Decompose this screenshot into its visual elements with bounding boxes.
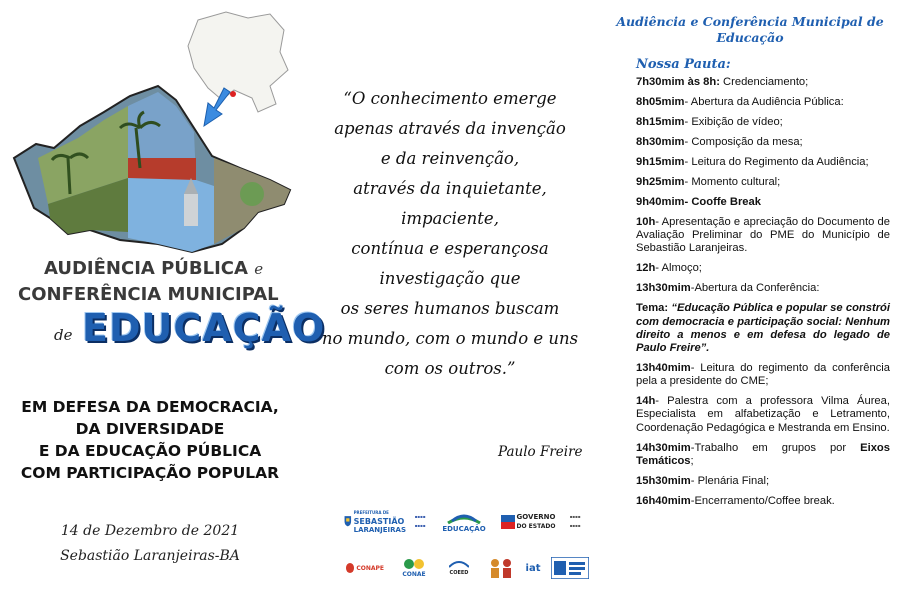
logo-conae [392,554,436,582]
coeed-mark-icon [449,559,469,569]
logo-conselho-educacao [436,504,492,538]
agenda-text: - Leitura do regimento da conferência pela a presidente do CME; [636,362,890,388]
logo-text: GOVERNO [516,513,556,521]
agenda-time: 9h40mim [636,196,685,208]
program-title-line: Educação [716,30,784,45]
freire-quote [320,84,580,384]
program-title [600,14,900,46]
agenda-time: 9h25mim [636,176,685,188]
agenda-time: 13h30mim [636,282,691,295]
quote-line: com os outros.” [384,359,516,378]
agenda-heading: Nossa Pauta: [636,57,731,72]
quote-line: apenas através da invenção [334,119,566,138]
agenda-item [636,156,890,169]
logo-text: PREFEITURA DE [353,509,389,515]
agenda-time: Tema: [636,302,669,315]
agenda-text: - Palestra com a professora Vilma Áurea, Especialista em alfabetização e Letramento, Coordenação Pedagógica e Mestranda em Ensino. [636,395,890,434]
quote-panel [300,0,600,594]
agenda-time: 14h [636,395,656,408]
shield-icon [344,510,352,532]
agenda-text: - Momento cultural; [684,176,781,188]
sponsor-logos [344,504,594,584]
agenda-text: -Encerramento/Coffee break. [690,494,835,507]
agenda-time: 9h15mim [636,156,685,168]
logo-sebastiao-laranjeiras [344,504,406,538]
slogan-line: COM PARTICIPAÇÃO POPULAR [20,464,280,482]
logo-text: EDUCAÇÃO [442,524,486,533]
agenda-text: - Exibição de vídeo; [684,116,783,128]
agenda-time: 7h30mim às 8h: [636,76,720,88]
agenda-item [636,136,890,149]
event-date: 14 de Dezembro de 2021 [60,523,240,539]
agenda-text: - Apresentação e apreciação do Documento de Avaliação Preliminar do PME do Município de Sebastião Laranjeiras. [636,216,890,255]
title-educacao: EDUCAÇÃO [82,306,326,350]
open-book-icon [446,509,482,525]
slogan-line: EM DEFESA DA DEMOCRACIA, [21,398,279,416]
agenda-item [636,76,890,89]
agenda-text: -Trabalho em grupos por [690,441,861,454]
agenda-item [636,176,890,189]
logo-conape [346,556,384,580]
agenda-item [636,116,890,129]
municipality-map-collage [8,8,298,258]
logo-tagline-small: ▪▪▪▪ ▪▪▪▪ [414,514,426,528]
quote-line: através da inquietante, [353,179,547,198]
agenda-item [636,475,890,488]
logo-coeed [442,556,476,580]
logo-text: COEED [449,569,469,576]
agenda-item-tema [636,302,890,355]
event-place: Sebastião Laranjeiras-BA [60,548,240,564]
agenda-text: -Abertura da Conferência: [690,282,820,295]
quote-line: no mundo, com o mundo e uns [321,329,579,348]
title-de: de [54,326,73,344]
agenda-time: 14h30mim [636,441,691,454]
agenda-item [636,395,890,435]
slogan-line: DA DIVERSIDADE [75,420,225,438]
agenda-time: 16h40mim [636,494,691,507]
agenda-item [636,216,890,256]
logo-text: SEBASTIÃO [353,516,405,526]
logo-governo-estado [498,510,558,534]
agenda-text: - Composição da mesa; [684,136,803,148]
agenda-text: - Almoço; [655,262,702,275]
agenda-item [636,362,890,388]
slogan-line: E DA EDUCAÇÃO PÚBLICA [38,442,262,460]
slogan [10,396,290,484]
logo-forum [550,556,590,580]
agenda-time: 8h05mim [636,96,685,108]
quote-line: e da reinvenção, [380,149,520,168]
quote-line: contínua e esperançosa [351,239,549,258]
agenda-text-bold: Eixos Temáticos [636,441,890,467]
quote-line: “O conhecimento emerge [343,89,557,108]
quote-line: investigação que [379,269,521,288]
agenda-text: - Plenária Final; [690,474,770,487]
logo-text: LARANJEIRAS [353,525,406,534]
agenda-item [636,282,890,295]
agenda-time: 8h30mim [636,136,685,148]
people-icon [487,556,515,580]
agenda-text: - Leitura do Regimento da Audiência; [684,156,869,168]
agenda-text: - Abertura da Audiência Pública: [684,96,844,108]
agenda-time: 8h15mim [636,116,685,128]
agenda-time: 10h [636,216,656,228]
quote-line: os seres humanos buscam [340,299,560,318]
conae-mark-icon [403,558,425,570]
program-title-line: Audiência e Conferência Municipal de [616,14,884,29]
logo-text: CONAE [402,570,426,578]
logo-text: DO ESTADO [516,523,556,530]
agenda-item [636,442,890,468]
agenda-item [636,262,890,275]
agenda-time: 13h40mim [636,362,691,375]
agenda-text: ; [690,454,694,467]
agenda-item [636,96,890,109]
agenda-text: - Cooffe Break [684,196,761,208]
logo-secretaria-small: ▪▪▪▪ ▪▪▪▪ [569,514,581,528]
agenda-text: “Educação Pública e popular se constrói com democracia e participação social: Nenhum direito a menos e em defesa do legado de Paulo Freire”. [636,302,890,355]
agenda-item [636,495,890,508]
quote-line: impaciente, [401,209,499,228]
agenda-text: Credenciamento; [719,76,809,88]
forum-banner-icon [551,557,589,579]
agenda-time: 15h30mim [636,474,691,487]
quote-author: Paulo Freire [498,444,583,460]
logo-text: CONAPE [356,564,384,572]
cover-panel [0,0,326,594]
title-conferencia: CONFERÊNCIA MUNICIPAL [18,284,279,305]
logo-pessoas [486,554,516,582]
logo-text: iat [525,562,541,574]
flag-icon [501,515,515,529]
logo-iat [522,558,544,578]
agenda-list [636,76,890,515]
agenda-item [636,196,890,209]
agenda-time: 12h [636,262,656,275]
program-panel [600,0,900,594]
title-audiencia: AUDIÊNCIA PÚBLICA e [44,258,264,279]
